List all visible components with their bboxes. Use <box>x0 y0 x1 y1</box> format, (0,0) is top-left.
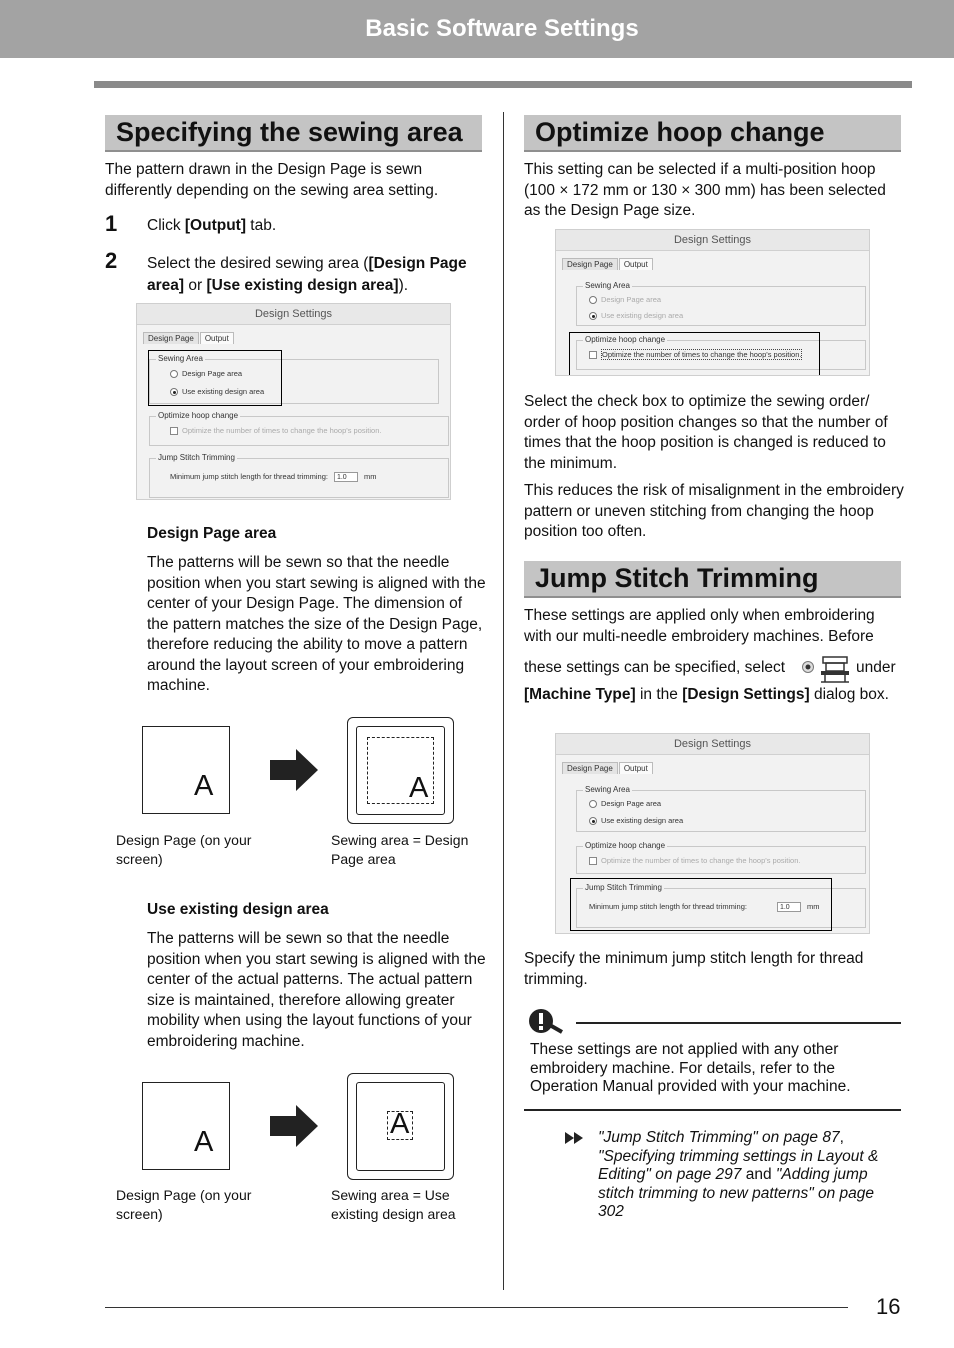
hoop-outer-2 <box>347 1073 454 1180</box>
radio-design-page-area[interactable]: Design Page area <box>170 369 242 378</box>
arrow-right-icon <box>268 1104 320 1148</box>
step-1-text: Click [Output] tab. <box>147 217 277 234</box>
jump-length-row: Minimum jump stitch length for thread trimming: 1.0 mm <box>589 902 820 912</box>
note-top-rule <box>576 1022 901 1024</box>
jump-stitch-group: Jump Stitch Trimming Minimum jump stitch length for thread trimming: 1.0 mm <box>149 458 449 498</box>
heading-design-page-area: Design Page area <box>147 525 277 542</box>
page-header-title: Basic Software Settings <box>365 15 639 42</box>
radio-use-existing[interactable]: Use existing design area <box>170 387 264 396</box>
radio-use-existing[interactable]: Use existing design area <box>589 311 683 320</box>
radio-selected-icon <box>801 660 815 674</box>
radio-use-existing[interactable]: Use existing design area <box>589 816 683 825</box>
note-text: These settings are not applied with any other embroidery machine. For details, refer to the Operation Manual provided with your machine. <box>530 1041 851 1095</box>
footer-rule <box>105 1307 848 1308</box>
dialog-screenshot-output-tab <box>136 303 451 500</box>
optimize-group: Optimize hoop change Optimize the number of times to change the hoop's position. <box>576 846 866 874</box>
cross-reference-text: "Jump Stitch Trimming" on page 87, "Specifying trimming settings in Layout & Editing" on page 297 and "Adding jump stitch trimming to new patterns" on page 302 <box>598 1129 879 1220</box>
dialog-title: Design Settings <box>556 230 869 251</box>
multi-needle-machine-icon <box>819 654 851 684</box>
letter-a: A <box>194 770 214 802</box>
note-bottom-rule <box>524 1109 901 1111</box>
section-title-jump-stitch: Jump Stitch Trimming <box>524 561 901 598</box>
optimize-checkbox[interactable]: Optimize the number of times to change the hoop's position. <box>589 856 800 865</box>
radio-design-page-area[interactable]: Design Page area <box>589 295 661 304</box>
optimize-group: Optimize hoop change Optimize the number of times to change the hoop's position. <box>149 416 449 446</box>
dialog-screenshot-jump-stitch <box>555 733 870 934</box>
dialog-title: Design Settings <box>556 734 869 755</box>
tab-output[interactable]: Output <box>200 332 234 344</box>
jump-stitch-group: Jump Stitch Trimming Minimum jump stitch length for thread trimming: 1.0 mm <box>576 888 866 928</box>
optimize-checkbox[interactable]: Optimize the number of times to change the hoop's position. <box>170 426 381 435</box>
radio-design-page-area[interactable]: Design Page area <box>589 799 661 808</box>
caption-design-page-2: Design Page (on your screen) <box>116 1187 252 1222</box>
highlight-jump-stitch <box>570 878 832 931</box>
optimize-checkbox[interactable]: Optimize the number of times to change the hoop's position. <box>589 350 802 359</box>
arrow-right-icon <box>268 748 320 792</box>
tab-design-page[interactable]: Design Page <box>562 762 618 774</box>
column-divider <box>503 112 504 1290</box>
tab-output[interactable]: Output <box>619 258 653 270</box>
tab-design-page[interactable]: Design Page <box>562 258 618 270</box>
reference-arrow-icon <box>565 1132 585 1144</box>
step-number-2: 2 <box>105 248 118 273</box>
optimize-intro: This setting can be selected if a multi-position hoop (100 × 172 mm or 130 × 300 mm) has been selected as the Design Page size. <box>524 161 886 219</box>
hoop-outer <box>347 717 454 824</box>
jump-intro-under: under <box>856 659 896 676</box>
caption-sewing-area-2: Sewing area = Use existing design area <box>331 1187 456 1222</box>
heading-use-existing: Use existing design area <box>147 901 329 918</box>
section-title-sewing-area: Specifying the sewing area <box>105 115 482 152</box>
step-2-text: Select the desired sewing area ([Design Page area] or [Use existing design area]). <box>147 255 467 294</box>
top-rule <box>94 81 912 88</box>
tab-design-page[interactable]: Design Page <box>143 332 199 344</box>
sewing-area-group: Sewing Area Design Page area Use existing design area <box>149 359 439 404</box>
jump-intro-line-2: these settings can be specified, select <box>524 659 786 676</box>
optimize-paragraph-2: This reduces the risk of misalignment in the embroidery pattern or uneven stitching from changing the hoop position too often. <box>524 482 904 540</box>
sewing-area-intro: The pattern drawn in the Design Page is sewn differently depending on the sewing area setting. <box>105 161 439 199</box>
letter-a: A <box>409 772 429 804</box>
tab-output[interactable]: Output <box>619 762 653 774</box>
design-page-box-2 <box>142 1082 230 1170</box>
hoop-inner <box>356 726 445 815</box>
jump-paragraph: Specify the minimum jump stitch length for thread trimming. <box>524 950 864 988</box>
use-existing-body: The patterns will be sewn so that the needle position when you start sewing is aligned with the center of the actual patterns. The actual pattern size is maintained, therefore allowing greater mobility when using the layout functions of your embroidering machine. <box>147 930 486 1050</box>
optimize-group: Optimize hoop change Optimize the number of times to change the hoop's position. <box>576 340 866 370</box>
letter-a: A <box>390 1108 410 1140</box>
step-number-1: 1 <box>105 211 118 236</box>
important-note-icon <box>528 1008 566 1034</box>
highlight-optimize <box>569 332 820 376</box>
jump-intro-line-3: [Machine Type] in the [Design Settings] dialog box. <box>524 686 889 703</box>
sewing-area-group: Sewing Area Design Page area Use existing design area <box>576 286 866 326</box>
hoop-inner-2 <box>356 1082 445 1171</box>
jump-length-input[interactable]: 1.0 <box>777 902 801 912</box>
letter-a: A <box>194 1126 214 1158</box>
caption-design-page-1: Design Page (on your screen) <box>116 832 252 867</box>
dialog-title: Design Settings <box>137 304 450 325</box>
optimize-paragraph-1: Select the check box to optimize the sewing order/ order of hoop position changes so that the number of times that the hoop position is changed is reduced to the minimum. <box>524 393 888 472</box>
design-page-area-body: The patterns will be sewn so that the needle position when you start sewing is aligned with the center of your Design Page. The dimension of the pattern matches the size of the Design Page, therefore reducing the ability to move a pattern around the layout screen of your embroidering machine. <box>147 554 486 694</box>
caption-sewing-area-1: Sewing area = Design Page area <box>331 832 469 867</box>
jump-intro-line-1: These settings are applied only when embroidering with our multi-needle embroidery machines. Before <box>524 607 875 645</box>
dialog-screenshot-optimize <box>555 229 870 376</box>
sewing-area-group: Sewing Area Design Page area Use existing design area <box>576 790 866 832</box>
page-number: 16 <box>876 1294 901 1319</box>
design-page-box <box>142 726 230 814</box>
section-title-optimize: Optimize hoop change <box>524 115 901 152</box>
jump-length-row: Minimum jump stitch length for thread trimming: 1.0 mm <box>170 472 377 482</box>
highlight-sewing-area <box>148 350 282 406</box>
jump-length-input[interactable]: 1.0 <box>334 472 358 482</box>
